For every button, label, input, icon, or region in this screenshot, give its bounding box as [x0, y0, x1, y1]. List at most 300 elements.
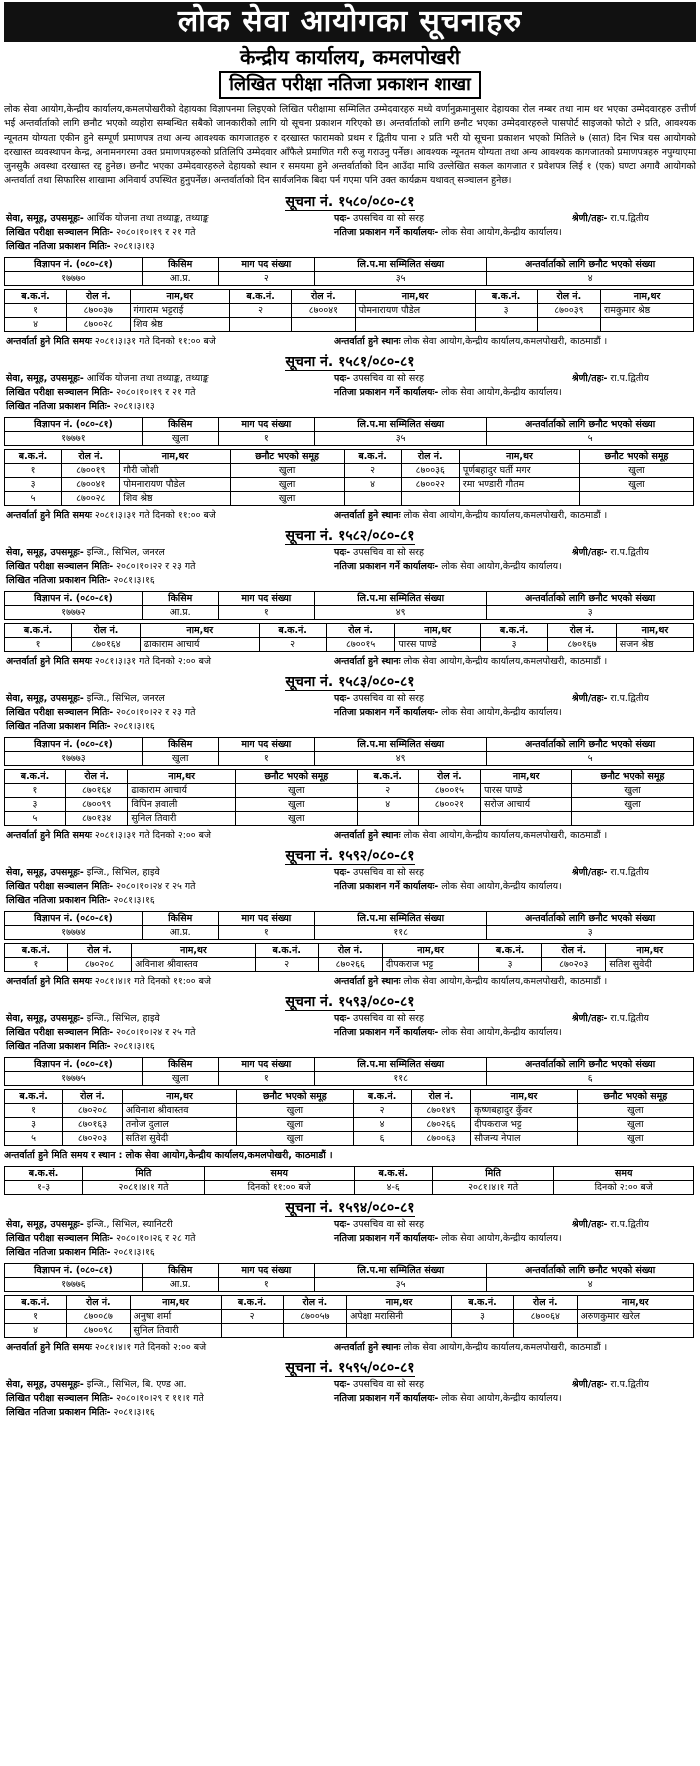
service-field-label: सेवा, समूह, उपसमूहः- — [6, 692, 84, 704]
info-header: लि.प.मा सम्मिलित संख्या — [315, 737, 487, 751]
info-header: विज्ञापन नं. (०८०-८१) — [5, 1263, 143, 1277]
candidate-cell: १ — [5, 783, 66, 797]
table-row — [5, 811, 694, 825]
office-field: नतिजा प्रकाशन गर्ने कार्यालयः- लोक सेवा आयोग,केन्द्रीय कार्यालय। — [334, 560, 562, 572]
info-header: माग पद संख्या — [218, 591, 314, 605]
interview-time: अन्तर्वार्ता हुने मिति समयः २०८१।३।३१ गते दिनको ११:०० बजे — [6, 509, 216, 521]
candidate-cell: ८७०२६६ — [318, 957, 382, 971]
candidate-cell: खुला — [580, 477, 694, 491]
service-field-label: सेवा, समूह, उपसमूहः- — [6, 866, 84, 878]
candidate-header: ब.क.नं. — [5, 943, 68, 957]
candidate-cell: सुनिल तिवारी — [130, 1323, 221, 1337]
candidate-header: ब.क.नं. — [480, 623, 547, 637]
candidate-cell — [459, 491, 579, 505]
notice-number: सूचना नं. १५८३/०८०-८१ — [285, 673, 415, 690]
interview-place: अन्तर्वार्ता हुने स्थानः लोक सेवा आयोग,केन्द्रीय कार्यालय,कमलपोखरी, काठमाडौं । — [334, 335, 608, 347]
candidate-cell: ८७०२०३ — [63, 1131, 123, 1145]
candidate-cell: ४ — [353, 1117, 411, 1131]
candidate-cell: खुला — [236, 811, 358, 825]
office-field: नतिजा प्रकाशन गर्ने कार्यालयः- लोक सेवा आयोग,केन्द्रीय कार्यालय। — [334, 226, 562, 238]
level-field-label: श्रेणी/तहः- — [572, 866, 608, 878]
candidate-cell: कृष्णबहादुर कुँवर — [471, 1103, 577, 1117]
meta-line — [4, 1406, 696, 1420]
candidate-cell: सजन श्रेष्ठ — [616, 637, 693, 651]
notice-block — [4, 193, 696, 349]
service-field-label: सेवा, समूह, उपसमूहः- — [6, 212, 84, 224]
notice-title — [4, 193, 696, 212]
result-date-field: लिखित नतिजा प्रकाशन मितिः- २०८१।३।१६ — [6, 1406, 155, 1418]
level-field: श्रेणी/तहः- रा.प.द्वितीय — [572, 1012, 649, 1024]
candidate-cell: ८७०१४९ — [411, 1103, 471, 1117]
info-cell: ५ — [487, 431, 694, 445]
interview-place: अन्तर्वार्ता हुने स्थानः लोक सेवा आयोग,केन्द्रीय कार्यालय,कमलपोखरी, काठमाडौं । — [334, 509, 608, 521]
candidate-cell: अरुणकुमार खरेल — [577, 1309, 693, 1323]
meta-line — [4, 240, 696, 254]
schedule-cell: १-३ — [5, 1180, 83, 1194]
info-cell: १७७७५ — [5, 1071, 143, 1085]
meta-line — [4, 372, 696, 386]
candidate-cell: पोमनारायण पौडेल — [355, 303, 475, 317]
info-header: माग पद संख्या — [218, 417, 314, 431]
advert-info-table — [4, 1057, 694, 1086]
interview-line — [4, 334, 696, 349]
candidate-header: छनौट भएको समूह — [236, 769, 358, 783]
candidate-header: नाम,थर — [601, 289, 694, 303]
candidate-header: नाम,थर — [120, 449, 230, 463]
interview-place: अन्तर्वार्ता हुने स्थानः लोक सेवा आयोग,केन्द्रीय कार्यालय,कमलपोखरी, काठमाडौं । — [334, 1341, 608, 1353]
candidate-header: नाम,थर — [606, 943, 694, 957]
schedule-header: ब.क.सं. — [354, 1166, 432, 1180]
candidate-cell: २ — [255, 957, 318, 971]
info-cell: ११८ — [315, 925, 487, 939]
meta-line — [4, 226, 696, 240]
interview-time-label: अन्तर्वार्ता हुने मिति समयः — [6, 829, 92, 841]
meta-line — [4, 546, 696, 560]
level-field-label: श्रेणी/तहः- — [572, 1378, 608, 1390]
post-field: पदः- उपसचिव वा सो सरह — [334, 692, 424, 704]
schedule-header: समय — [204, 1166, 354, 1180]
schedule-cell: २०८१।४।१ गते — [83, 1180, 205, 1194]
info-header: विज्ञापन नं. (०८०-८१) — [5, 737, 143, 751]
service-field: सेवा, समूह, उपसमूहः- इन्जि., सिभिल, बि. एण्ड आ. — [6, 1378, 187, 1390]
meta-line — [4, 1218, 696, 1232]
interview-line — [4, 654, 696, 669]
candidate-cell: ३ — [479, 957, 542, 971]
candidate-cell: ढाकाराम आचार्य — [140, 637, 259, 651]
info-header: विज्ञापन नं. (०८०-८१) — [5, 591, 143, 605]
candidate-cell: ५ — [5, 1131, 63, 1145]
info-header: माग पद संख्या — [218, 911, 314, 925]
info-cell: ३५ — [315, 1277, 487, 1291]
post-field: पदः- उपसचिव वा सो सरह — [334, 212, 424, 224]
candidate-cell: खुला — [577, 1117, 693, 1131]
interview-time-label: अन्तर्वार्ता हुने मिति समयः — [6, 1341, 92, 1353]
candidate-cell: २ — [344, 463, 401, 477]
candidate-cell — [537, 317, 600, 331]
candidate-header: ब.क.नं. — [259, 623, 326, 637]
table-row — [5, 1323, 694, 1337]
table-row — [5, 797, 694, 811]
notice-block — [4, 353, 696, 523]
candidate-cell: ८७००३९ — [537, 303, 600, 317]
candidate-cell: खुला — [237, 1103, 353, 1117]
service-field: सेवा, समूह, उपसमूहः- इन्जि., सिभिल, जनरल — [6, 546, 165, 558]
candidate-cell: ३ — [475, 303, 537, 317]
service-field: सेवा, समूह, उपसमूहः- इन्जि., सिभिल, हाइवे — [6, 866, 160, 878]
post-field-label: पदः- — [334, 1378, 351, 1390]
candidate-cell: ३ — [5, 797, 66, 811]
table-row — [5, 1117, 694, 1131]
info-header: लि.प.मा सम्मिलित संख्या — [315, 417, 487, 431]
post-field-label: पदः- — [334, 1012, 351, 1024]
office-field: नतिजा प्रकाशन गर्ने कार्यालयः- लोक सेवा आयोग,केन्द्रीय कार्यालय। — [334, 1026, 562, 1038]
candidate-cell: १ — [5, 1309, 67, 1323]
candidate-cell: २ — [353, 1103, 411, 1117]
post-field: पदः- उपसचिव वा सो सरह — [334, 1012, 424, 1024]
level-field-label: श्रेणी/तहः- — [572, 1218, 608, 1230]
notice-number: सूचना नं. १५९५/०८०-८१ — [285, 1359, 415, 1376]
result-date-field: लिखित नतिजा प्रकाशन मितिः- २०८१।३।१६ — [6, 1246, 155, 1258]
candidate-header: ब.क.नं. — [5, 449, 62, 463]
meta-line — [4, 212, 696, 226]
candidate-cell: ८७००५७ — [283, 1309, 346, 1323]
result-date-field-label: लिखित नतिजा प्रकाशन मितिः- — [6, 894, 111, 906]
candidate-cell: खुला — [577, 1131, 693, 1145]
candidate-cell: ८७००२८ — [67, 317, 130, 331]
result-date-field: लिखित नतिजा प्रकाशन मितिः- २०८१।३।१३ — [6, 400, 155, 412]
candidate-cell: खुला — [236, 783, 358, 797]
advert-info-table — [4, 737, 694, 766]
meta-line — [4, 1378, 696, 1392]
notice-block — [4, 993, 696, 1195]
candidate-header: नाम,थर — [132, 943, 256, 957]
candidate-cell: पूर्णबहादुर घर्ती मगर — [459, 463, 579, 477]
candidate-cell: ३ — [5, 1117, 63, 1131]
candidate-cell — [292, 317, 355, 331]
meta-line — [4, 1392, 696, 1406]
candidate-cell: खुला — [230, 463, 344, 477]
candidate-header: छनौट भएको समूह — [572, 769, 694, 783]
level-field-label: श्रेणी/तहः- — [572, 546, 608, 558]
info-header: माग पद संख्या — [218, 1057, 314, 1071]
candidate-cell: पारस पाण्डे — [481, 783, 572, 797]
info-header: अन्तर्वार्ताको लागि छनौट भएको संख्या — [487, 417, 694, 431]
section-heading: लिखित परीक्षा नतिजा प्रकाशन शाखा — [219, 71, 481, 99]
info-header: किसिम — [142, 1057, 218, 1071]
office-field-label: नतिजा प्रकाशन गर्ने कार्यालयः- — [334, 1232, 439, 1244]
level-field-label: श्रेणी/तहः- — [572, 692, 608, 704]
meta-line — [4, 386, 696, 400]
candidate-cell — [475, 317, 537, 331]
interview-time: अन्तर्वार्ता हुने मिति समयः २०८१।४।१ गते दिनको ११:०० बजे — [6, 975, 211, 987]
candidate-header: रोल नं. — [411, 1089, 471, 1103]
info-cell: १ — [218, 431, 314, 445]
candidate-cell: सतिश सुवेदी — [122, 1131, 236, 1145]
result-date-field-label: लिखित नतिजा प्रकाशन मितिः- — [6, 574, 111, 586]
schedule-cell: दिनको ११:०० बजे — [204, 1180, 354, 1194]
level-field: श्रेणी/तहः- रा.प.द्वितीय — [572, 212, 649, 224]
interview-time: अन्तर्वार्ता हुने मिति समयः २०८१।३।३१ गते दिनको ११:०० बजे — [6, 335, 216, 347]
exam-date-field: लिखित परीक्षा सञ्चालन मितिः- २०८०।१०।१९ र २१ गते — [6, 226, 196, 238]
info-header: किसिम — [142, 417, 218, 431]
info-cell: खुला — [142, 751, 218, 765]
exam-date-field: लिखित परीक्षा सञ्चालन मितिः- २०८०।१०।२४ र २५ गते — [6, 880, 196, 892]
info-header: किसिम — [142, 911, 218, 925]
candidate-header: रोल नं. — [548, 623, 617, 637]
candidate-cell: खुला — [572, 797, 694, 811]
interview-line — [4, 1340, 696, 1355]
notice-block — [4, 1199, 696, 1355]
office-field: नतिजा प्रकाशन गर्ने कार्यालयः- लोक सेवा आयोग,केन्द्रीय कार्यालय। — [334, 880, 562, 892]
candidate-cell: ८७०२०८ — [67, 957, 131, 971]
candidate-cell — [347, 1323, 452, 1337]
candidate-table — [4, 623, 694, 652]
candidate-cell: ८७०१३४ — [65, 811, 127, 825]
interview-schedule-heading: अन्तर्वार्ता हुने मिति समय र स्थान : लोक सेवा आयोग,केन्द्रीय कार्यालय,कमलपोखरी, काठमाडौं । — [4, 1149, 333, 1161]
schedule-cell: ४-६ — [354, 1180, 432, 1194]
candidate-cell: ८७००१५ — [418, 783, 480, 797]
candidate-cell: सुनिल तिवारी — [128, 811, 236, 825]
candidate-header: रोल नं. — [514, 1295, 577, 1309]
candidate-cell: ८७००२२ — [401, 477, 459, 491]
info-header: माग पद संख्या — [218, 1263, 314, 1277]
office-field: नतिजा प्रकाशन गर्ने कार्यालयः- लोक सेवा आयोग,केन्द्रीय कार्यालय। — [334, 386, 562, 398]
table-row — [5, 637, 694, 651]
candidate-header: रोल नं. — [72, 623, 141, 637]
candidate-cell — [572, 811, 694, 825]
table-row — [5, 463, 694, 477]
candidate-header: नाम,थर — [481, 769, 572, 783]
result-date-field: लिखित नतिजा प्रकाशन मितिः- २०८१।३।१६ — [6, 1040, 155, 1052]
candidate-header: रोल नं. — [283, 1295, 346, 1309]
table-row — [5, 317, 694, 331]
candidate-table — [4, 289, 694, 332]
candidate-cell: ८७००९९ — [65, 797, 127, 811]
candidate-cell — [481, 811, 572, 825]
info-header: अन्तर्वार्ताको लागि छनौट भएको संख्या — [487, 1263, 694, 1277]
notice-title — [4, 993, 696, 1012]
level-field-label: श्रेणी/तहः- — [572, 1012, 608, 1024]
candidate-header: रोल नं. — [401, 449, 459, 463]
service-field: सेवा, समूह, उपसमूहः- आर्थिक योजना तथा तथ्याङ्क, तथ्याङ्क — [6, 372, 209, 384]
meta-line — [4, 1026, 696, 1040]
candidate-cell: ३ — [5, 477, 62, 491]
candidate-header: ब.क.नं. — [344, 449, 401, 463]
candidate-cell: ८७०२६६ — [411, 1117, 471, 1131]
interview-place: अन्तर्वार्ता हुने स्थानः लोक सेवा आयोग,केन्द्रीय कार्यालय,कमलपोखरी, काठमाडौं । — [334, 829, 608, 841]
candidate-cell: रामकुमार श्रेष्ठ — [601, 303, 694, 317]
candidate-header: रोल नं. — [318, 943, 382, 957]
candidate-header: नाम,थर — [471, 1089, 577, 1103]
level-field: श्रेणी/तहः- रा.प.द्वितीय — [572, 692, 649, 704]
candidate-cell: खुला — [572, 783, 694, 797]
advert-info-table — [4, 1263, 694, 1292]
info-cell: १७७७३ — [5, 751, 143, 765]
info-header: अन्तर्वार्ताको लागि छनौट भएको संख्या — [487, 591, 694, 605]
interview-time: अन्तर्वार्ता हुने मिति समयः २०८१।३।३१ गते दिनको २:०० बजे — [6, 829, 211, 841]
candidate-header: रोल नं. — [67, 289, 130, 303]
candidate-cell: ८७००९८ — [67, 1323, 130, 1337]
candidate-cell: १ — [5, 957, 68, 971]
candidate-cell: गौरी जोशी — [120, 463, 230, 477]
candidate-cell: १ — [5, 1103, 63, 1117]
candidate-header: रोल नं. — [67, 943, 131, 957]
notice-title — [4, 673, 696, 692]
exam-date-field: लिखित परीक्षा सञ्चालन मितिः- २०८०।१०।२४ र २५ गते — [6, 1026, 196, 1038]
info-header: अन्तर्वार्ताको लागि छनौट भएको संख्या — [487, 257, 694, 271]
candidate-header: ब.क.नं. — [5, 1295, 67, 1309]
info-cell: १७७७१ — [5, 431, 143, 445]
info-cell: ३ — [487, 925, 694, 939]
candidate-cell: ८७००३६ — [401, 463, 459, 477]
office-field-label: नतिजा प्रकाशन गर्ने कार्यालयः- — [334, 386, 439, 398]
candidate-header: ब.क.नं. — [353, 1089, 411, 1103]
candidate-header: नाम,थर — [347, 1295, 452, 1309]
candidate-cell: विपिन ज्ञवाली — [128, 797, 236, 811]
candidate-header: रोल नं. — [63, 1089, 123, 1103]
candidate-cell: ८७०२०८ — [63, 1103, 123, 1117]
candidate-cell: ५ — [5, 811, 66, 825]
candidate-cell: खुला — [577, 1103, 693, 1117]
post-field-label: पदः- — [334, 546, 351, 558]
service-field: सेवा, समूह, उपसमूहः- इन्जि., सिभिल, जनरल — [6, 692, 165, 704]
notice-title — [4, 1359, 696, 1378]
interview-time-label: अन्तर्वार्ता हुने मिति समयः — [6, 975, 92, 987]
candidate-cell: पोमनारायण पौडेल — [120, 477, 230, 491]
notice-number: सूचना नं. १५९२/०८०-८१ — [285, 847, 415, 864]
meta-line — [4, 692, 696, 706]
info-cell: १ — [218, 1277, 314, 1291]
candidate-cell: सरोज आचार्य — [481, 797, 572, 811]
candidate-cell — [283, 1323, 346, 1337]
info-cell: १७७७४ — [5, 925, 143, 939]
candidate-cell: अविनाश श्रीवास्तव — [132, 957, 256, 971]
service-field: सेवा, समूह, उपसमूहः- आर्थिक योजना तथा तथ्याङ्क, तथ्याङ्क — [6, 212, 209, 224]
interview-place-label: अन्तर्वार्ता हुने स्थानः — [334, 975, 401, 987]
info-header: विज्ञापन नं. (०८०-८१) — [5, 257, 143, 271]
candidate-header: रोल नं. — [65, 769, 127, 783]
post-field-label: पदः- — [334, 1218, 351, 1230]
page — [4, 2, 696, 1420]
candidate-cell: शिव श्रेष्ठ — [130, 317, 230, 331]
service-field: सेवा, समूह, उपसमूहः- इन्जि., सिभिल, हाइवे — [6, 1012, 160, 1024]
exam-date-field: लिखित परीक्षा सञ्चालन मितिः- २०८०।१०।१९ र २१ गते — [6, 386, 196, 398]
candidate-cell: सतिश सुवेदी — [606, 957, 694, 971]
advert-info-table — [4, 591, 694, 620]
candidate-cell — [601, 317, 694, 331]
interview-schedule-table — [4, 1166, 694, 1195]
info-cell: ५ — [487, 751, 694, 765]
candidate-header: ब.क.नं. — [255, 943, 318, 957]
exam-date-field-label: लिखित परीक्षा सञ्चालन मितिः- — [6, 706, 114, 718]
meta-line — [4, 1246, 696, 1260]
candidate-header: नाम,थर — [616, 623, 693, 637]
candidate-cell: ८७००१९ — [62, 463, 120, 477]
interview-time: अन्तर्वार्ता हुने मिति समयः २०८१।३।३१ गते दिनको २:०० बजे — [6, 655, 211, 667]
info-cell: ६ — [487, 1071, 694, 1085]
candidate-cell — [230, 317, 292, 331]
info-header: लि.प.मा सम्मिलित संख्या — [315, 1263, 487, 1277]
exam-date-field: लिखित परीक्षा सञ्चालन मितिः- २०८०।१०।२२ र २३ गते — [6, 706, 196, 718]
interview-time-label: अन्तर्वार्ता हुने मिति समयः — [6, 655, 92, 667]
level-field: श्रेणी/तहः- रा.प.द्वितीय — [572, 1378, 649, 1390]
table-row — [5, 957, 694, 971]
candidate-cell: दीपकराज भट्ट — [471, 1117, 577, 1131]
schedule-header: मिति — [432, 1166, 554, 1180]
candidate-cell: अनुषा शर्मा — [130, 1309, 221, 1323]
result-date-field: लिखित नतिजा प्रकाशन मितिः- २०८१।३।१६ — [6, 720, 155, 732]
candidate-header: ब.क.नं. — [357, 769, 418, 783]
candidate-header: छनौट भएको समूह — [580, 449, 694, 463]
notice-title — [4, 1199, 696, 1218]
interview-place-label: अन्तर्वार्ता हुने स्थानः — [334, 1341, 401, 1353]
office-field-label: नतिजा प्रकाशन गर्ने कार्यालयः- — [334, 226, 439, 238]
interview-time: अन्तर्वार्ता हुने मिति समयः २०८१।४।१ गते दिनको २:०० बजे — [6, 1341, 207, 1353]
candidate-cell: खुला — [230, 477, 344, 491]
info-cell: आ.प्र. — [142, 271, 218, 285]
result-date-field: लिखित नतिजा प्रकाशन मितिः- २०८१।३।१३ — [6, 240, 155, 252]
candidate-cell — [577, 1323, 693, 1337]
service-field-label: सेवा, समूह, उपसमूहः- — [6, 1012, 84, 1024]
result-date-field-label: लिखित नतिजा प्रकाशन मितिः- — [6, 400, 111, 412]
candidate-header: रोल नं. — [292, 289, 355, 303]
meta-line — [4, 574, 696, 588]
candidate-header: नाम,थर — [382, 943, 478, 957]
candidate-cell — [221, 1323, 283, 1337]
candidate-cell: ८७०१६७ — [548, 637, 617, 651]
service-field-label: सेवा, समूह, उपसमूहः- — [6, 1378, 84, 1390]
interview-time-label: अन्तर्वार्ता हुने मिति समयः — [6, 509, 92, 521]
office-field: नतिजा प्रकाशन गर्ने कार्यालयः- लोक सेवा आयोग,केन्द्रीय कार्यालय। — [334, 706, 562, 718]
table-row — [5, 1103, 694, 1117]
candidate-cell: ढाकाराम आचार्य — [128, 783, 236, 797]
info-header: लि.प.मा सम्मिलित संख्या — [315, 911, 487, 925]
info-cell: २ — [218, 271, 314, 285]
meta-line — [4, 400, 696, 414]
candidate-header: ब.क.नं. — [475, 289, 537, 303]
service-field-label: सेवा, समूह, उपसमूहः- — [6, 372, 84, 384]
office-field-label: नतिजा प्रकाशन गर्ने कार्यालयः- — [334, 880, 439, 892]
candidate-cell: ८७०१६४ — [65, 783, 127, 797]
level-field: श्रेणी/तहः- रा.प.द्वितीय — [572, 866, 649, 878]
candidate-header: छनौट भएको समूह — [230, 449, 344, 463]
notice-title — [4, 527, 696, 546]
info-header: किसिम — [142, 257, 218, 271]
candidate-cell — [357, 811, 418, 825]
candidate-cell: ५ — [5, 491, 62, 505]
exam-date-field: लिखित परीक्षा सञ्चालन मितिः- २०८०।१०।२९ र ११।१ गते — [6, 1392, 204, 1404]
post-field: पदः- उपसचिव वा सो सरह — [334, 372, 424, 384]
candidate-cell: ८७००६४ — [514, 1309, 577, 1323]
result-date-field-label: लिखित नतिजा प्रकाशन मितिः- — [6, 240, 111, 252]
candidate-cell — [580, 491, 694, 505]
schedule-cell: २०८१।४।१ गते — [432, 1180, 554, 1194]
notices-list — [4, 193, 696, 1420]
candidate-cell: ८७००३७ — [67, 303, 130, 317]
advert-info-table — [4, 257, 694, 286]
meta-line — [4, 894, 696, 908]
candidate-cell: २ — [230, 303, 292, 317]
info-header: माग पद संख्या — [218, 257, 314, 271]
post-field: पदः- उपसचिव वा सो सरह — [334, 546, 424, 558]
candidate-header: ब.क.नं. — [451, 1295, 513, 1309]
service-field-label: सेवा, समूह, उपसमूहः- — [6, 1218, 84, 1230]
candidate-cell: ८७००१५ — [326, 637, 395, 651]
candidate-header: छनौट भएको समूह — [577, 1089, 693, 1103]
exam-date-field-label: लिखित परीक्षा सञ्चालन मितिः- — [6, 560, 114, 572]
schedule-header: मिति — [83, 1166, 205, 1180]
candidate-cell: ८७०२०३ — [542, 957, 606, 971]
